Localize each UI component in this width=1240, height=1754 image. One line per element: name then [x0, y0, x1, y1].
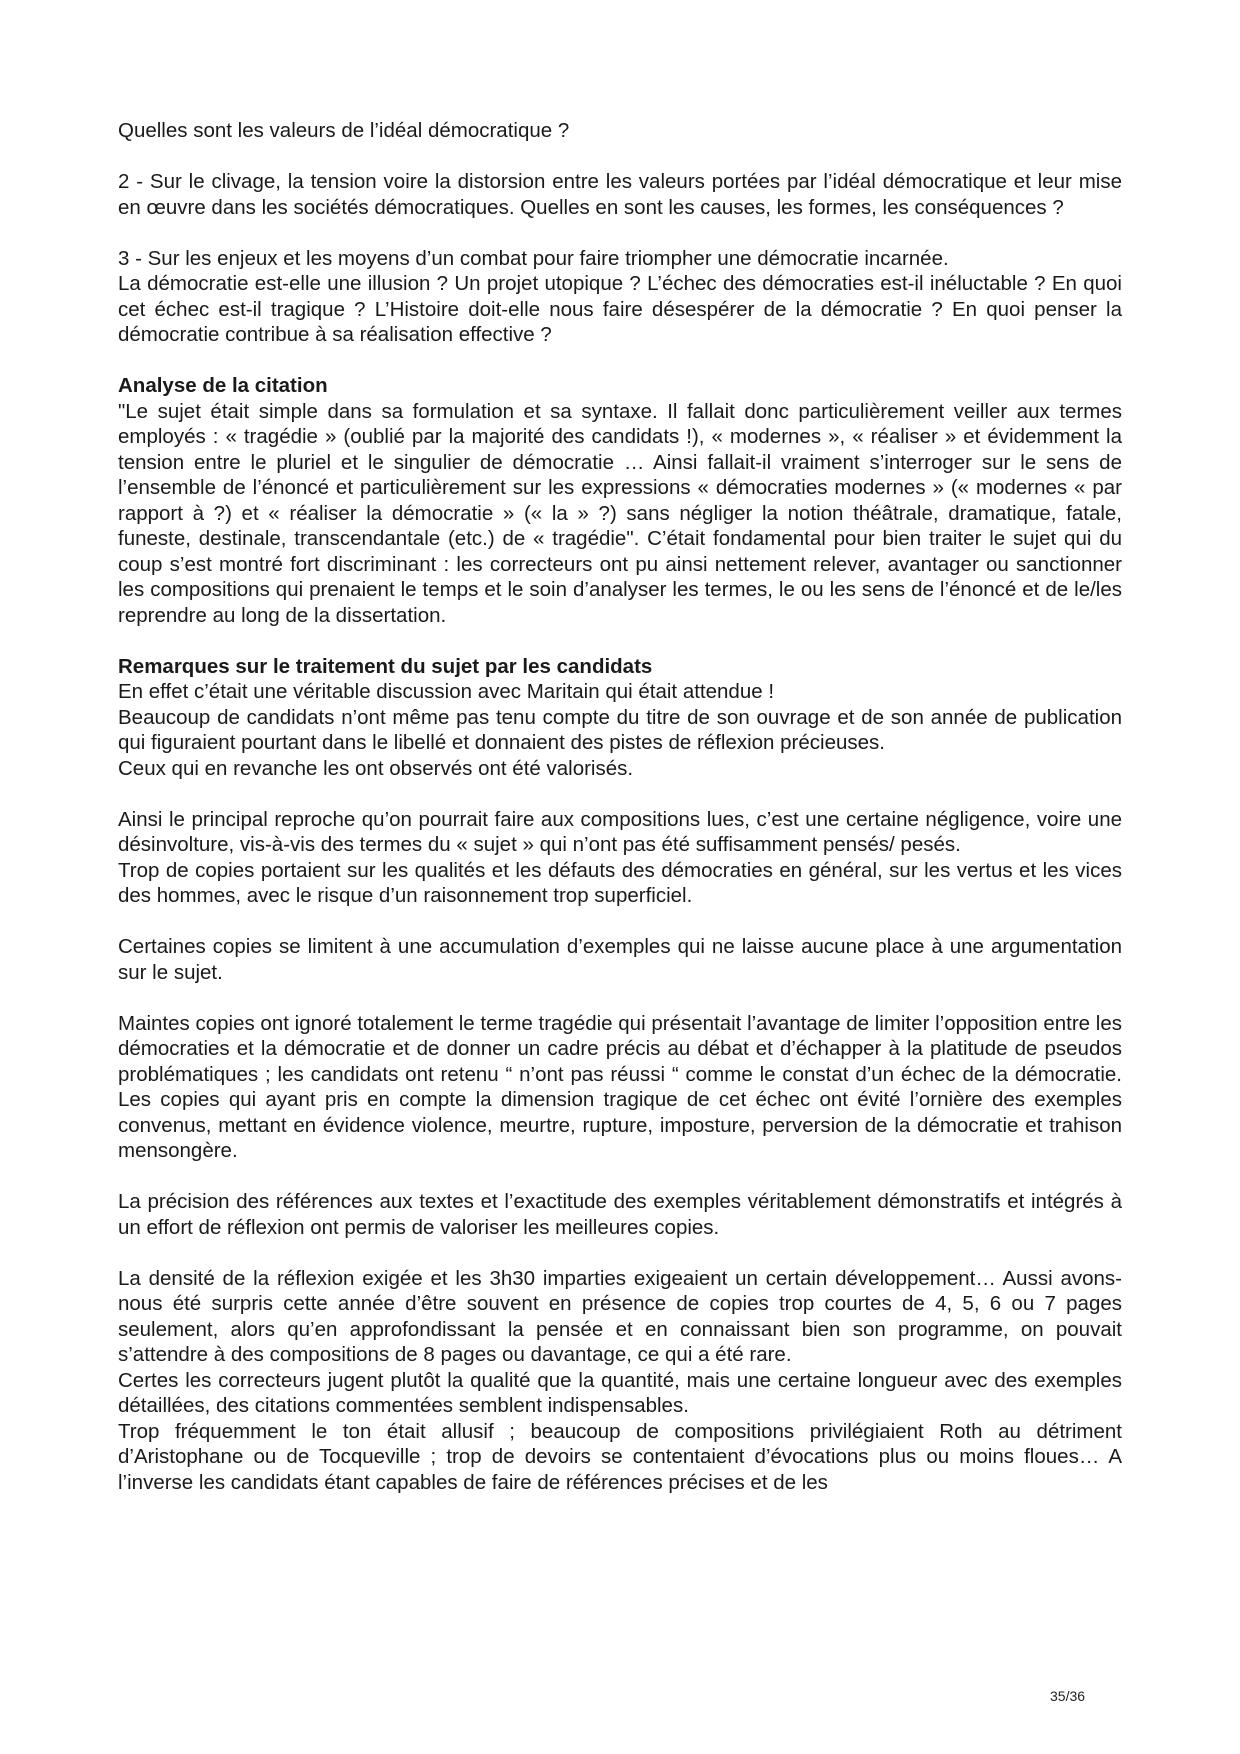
paragraph-gap — [118, 348, 1122, 374]
text-line: 2 - Sur le clivage, la tension voire la distorsion entre les valeurs portées par l’idéal démocratique et leur mise en œuvre dans les sociétés démocratiques. Quelles en sont les causes, les formes, les conséquences ? — [118, 170, 1122, 219]
text-line: Ainsi le principal reproche qu’on pourrait faire aux compositions lues, c’est une certaine négligence, voire une désinvolture, vis-à-vis des termes du « sujet » qui n’ont pas été suffisamment pensés/ pesés. — [118, 807, 1122, 856]
text-line: 3 - Sur les enjeux et les moyens d’un combat pour faire triompher une démocratie incarnée. — [118, 246, 949, 270]
paragraph — [118, 807, 1122, 909]
text-line: La précision des références aux textes et l’exactitude des exemples véritablement démonstratifs et intégrés à un effort de réflexion ont permis de valoriser les meilleures copies. — [118, 1190, 1122, 1239]
paragraph — [118, 1189, 1122, 1240]
paragraph — [118, 118, 1122, 144]
text-line: La densité de la réflexion exigée et les 3h30 imparties exigeaient un certain développement… Aussi avons-nous été surpris cette année d’être souvent en présence de copies trop courtes de 4, 5, 6 ou 7 pages seulement, alors qu’en approfondissant la pensée et en connaissant bien son programme, on pouvait s’attendre à des compositions de 8 pages ou davantage, ce qui a été rare. — [118, 1266, 1122, 1366]
text-line: Certaines copies se limitent à une accumulation d’exemples qui ne laisse aucune place à une argumentation sur le sujet. — [118, 935, 1122, 984]
paragraph — [118, 1266, 1122, 1496]
text-line: Quelles sont les valeurs de l’idéal démocratique ? — [118, 119, 570, 142]
page-number: 35/36 — [1050, 1688, 1086, 1704]
document-body — [118, 118, 1122, 1495]
paragraph-gap — [118, 144, 1122, 170]
paragraph-gap — [118, 1164, 1122, 1190]
text-line: Trop de copies portaient sur les qualités et les défauts des démocraties en général, sur les vertus et les vices des hommes, avec le risque d’un raisonnement trop superficiel. — [118, 858, 1122, 907]
paragraph — [118, 399, 1122, 629]
text-line: En effet c’était une véritable discussion avec Maritain qui était attendue ! — [118, 680, 775, 703]
paragraph-gap — [118, 781, 1122, 807]
paragraph — [118, 934, 1122, 985]
text-line: Maintes copies ont ignoré totalement le terme tragédie qui présentait l’avantage de limiter l’opposition entre les démocraties et la démocratie et de donner un cadre précis au débat et d’échapper à la platitude de pseudos problématiques ; les candidats ont retenu “ n’ont pas réussi “ comme le constat d’un échec de la démocratie. Les copies qui ayant pris en compte la dimension tragique de cet échec ont évité l’ornière des exemples convenus, mettant en évidence violence, meurtre, rupture, imposture, perversion de la démocratie et trahison mensongère. — [118, 1011, 1122, 1162]
text-line: Ceux qui en revanche les ont observés ont été valorisés. — [118, 756, 634, 780]
paragraph-gap — [118, 220, 1122, 246]
section-heading: Remarques sur le traitement du sujet par les candidats — [118, 654, 653, 678]
text-line: Certes les correcteurs jugent plutôt la qualité que la quantité, mais une certaine longueur avec des exemples détaillées, des citations commentées semblent indispensables. — [118, 1368, 1122, 1417]
text-line: Trop fréquemment le ton était allusif ; beaucoup de compositions privilégiaient Roth au détriment d’Aristophane ou de Tocqueville ; trop de devoirs se contentaient d’évocations plus ou moins floues… A l’inverse les candidats étant capables de faire de références précises et de les — [118, 1419, 1122, 1494]
text-line: La démocratie est-elle une illusion ? Un projet utopique ? L’échec des démocraties est-il inéluctable ? En quoi cet échec est-il tragique ? L’Histoire doit-elle nous faire désespérer de la démocratie ? En quoi penser la démocratie contribue à sa réalisation effective ? — [118, 272, 1122, 346]
text-line: "Le sujet était simple dans sa formulation et sa syntaxe. Il fallait donc particulièrement veiller aux termes employés : « tragédie » (oublié par la majorité des candidats !), « modernes », « réaliser » et évidemment la tension entre le pluriel et le singulier de démocratie … Ainsi fallait-il vraiment s’interroger sur le sens de l’ensemble de l’énoncé et particulièrement sur les expressions « démocraties modernes » (« modernes « par rapport à ?) et « réaliser la démocratie » (« la » ?) sans négliger la notion théâtrale, dramatique, fatale, funeste, destinale, transcendantale (etc.) de « tragédie". C’était fondamental pour bien traiter le sujet qui du coup s’est montré fort discriminant : les correcteurs ont pu ainsi nettement relever, avantager ou sanctionner les compositions qui prenaient le temps et le soin d’analyser les termes, le ou les sens de l’énoncé et de le/les reprendre au long de la dissertation. — [118, 399, 1122, 627]
paragraph — [118, 246, 1122, 348]
paragraph-gap — [118, 1240, 1122, 1266]
paragraph — [118, 169, 1122, 220]
paragraph — [118, 1011, 1122, 1164]
paragraph-gap — [118, 985, 1122, 1011]
paragraph-gap — [118, 909, 1122, 935]
section-heading: Analyse de la citation — [118, 374, 328, 397]
paragraph — [118, 679, 1122, 781]
paragraph-gap — [118, 628, 1122, 654]
text-line: Beaucoup de candidats n’ont même pas tenu compte du titre de son ouvrage et de son année de publication qui figuraient pourtant dans le libellé et donnaient des pistes de réflexion précieuses. — [118, 705, 1122, 754]
